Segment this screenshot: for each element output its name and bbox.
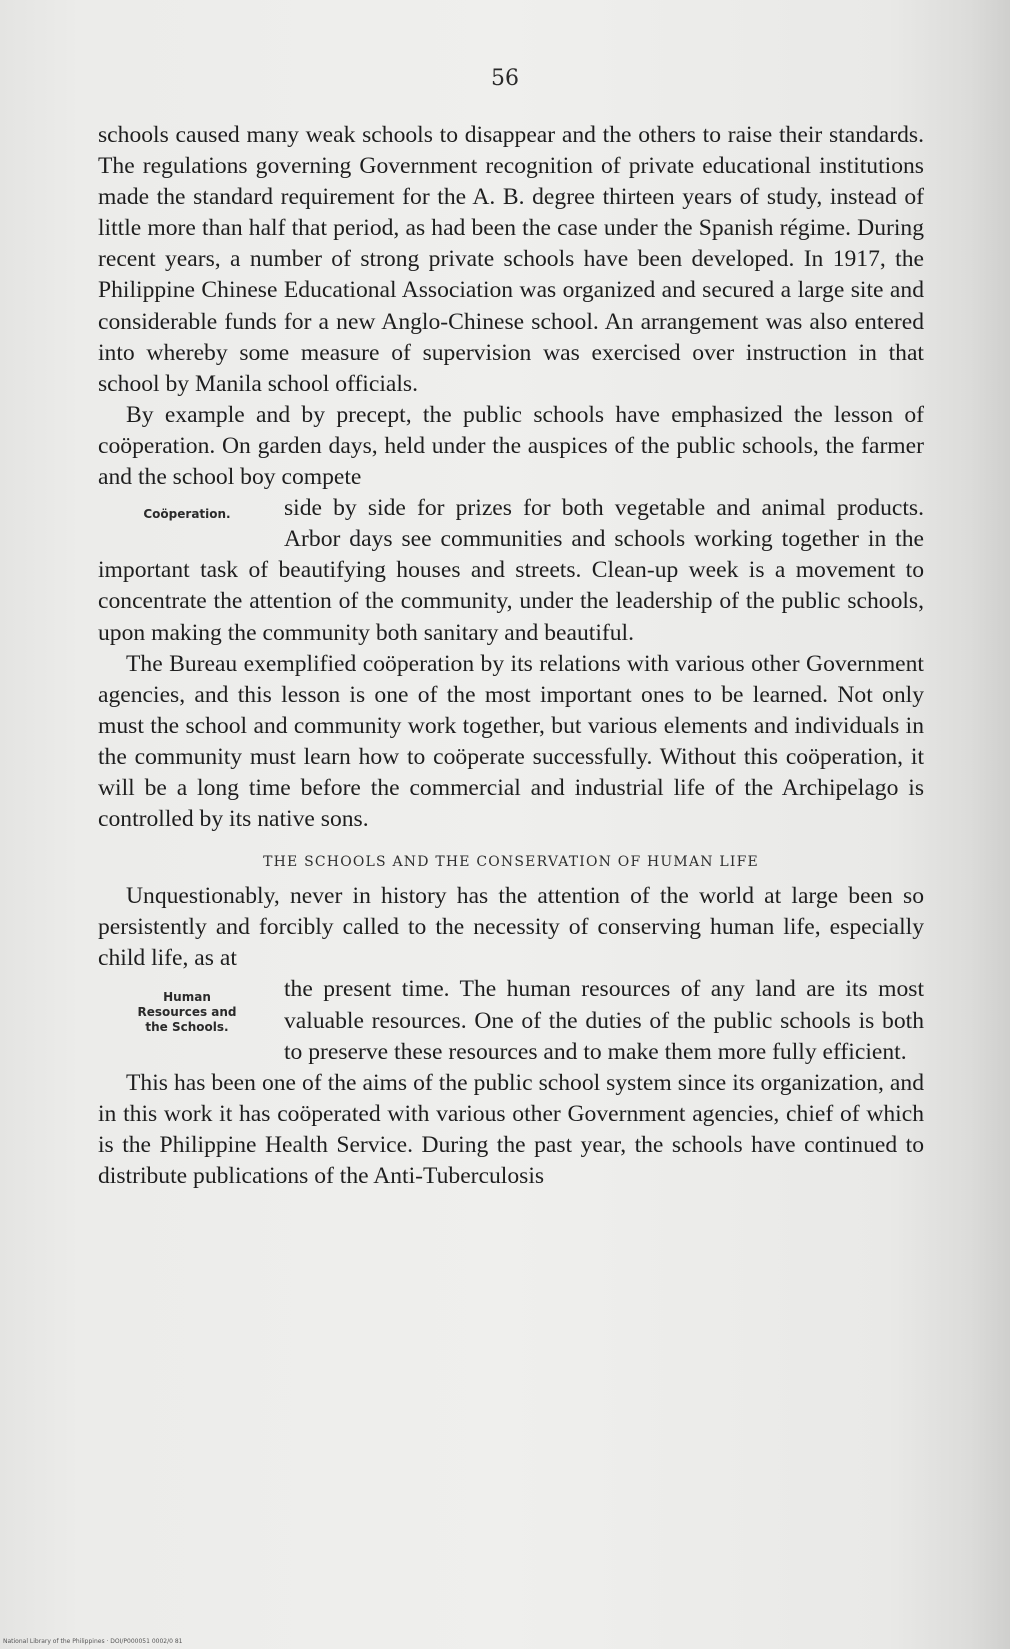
paragraph-cooperation-continuation: side by side for prizes for both vegetable and animal products. Arbor days see communities and schools working together in the important task of beautifying houses and streets. Clean-up week is a movement to concentrate the attention of the community, under the leadership of the public schools, upon making the community both sanitary and beautiful. (98, 495, 924, 646)
paragraph-human-life-continuation: the present time. The human resources of any land are its most valuable resources. One of the duties of the public schools is both to preserve these resources and to make them more fully efficient. (284, 976, 924, 1065)
body-text (98, 120, 924, 1192)
margin-note-cooperation: Coöperation. (143, 507, 231, 522)
margin-note-line-3: the Schools. (145, 1020, 229, 1035)
section-heading: THE SCHOOLS AND THE CONSERVATION OF HUMAN LIFE (263, 854, 759, 871)
paragraph-human-life-lead: Unquestionably, never in history has the attention of the world at large been so persistently and forcibly called to the necessity of conserving human life, especially child life, as at (98, 883, 924, 972)
paragraph-health-service: This has been one of the aims of the public school system since its organization, and in this work it has coöperated with various other Government agencies, chief of which is the Philippine Health Service. During the past year, the schools have continued to distribute publications of the Anti-Tuberculosis (98, 1069, 924, 1189)
cooperation-lead-text: By example and by precept, the public schools have emphasized the lesson of coöperation. On garden days, held under the auspices of the public schools, the farmer and the school boy compete (98, 401, 924, 491)
human-life-block (98, 974, 924, 1067)
margin-note-human-resources (98, 974, 276, 1067)
paragraph-bureau: The Bureau exemplified coöperation by its relations with various other Government agencies, and this lesson is one of the most important ones to be learned. Not only must the school and community work together, but various elements and individuals in the community must learn how to coöperate successfully. Without this coöperation, it will be a long time before the commercial and industrial life of the Archipelago is controlled by its native sons. (98, 650, 924, 833)
paragraph-private-schools: schools caused many weak schools to disappear and the others to raise their standards. The regulations governing Government recognition of private educational institutions made the standard requirement for the A. B. degree thirteen years of study, instead of little more than half that period, as had been the case under the Spanish régime. During recent years, a number of strong private schools have been developed. In 1917, the Philippine Chinese Educational Association was organized and secured a large site and considerable funds for a new Anglo-Chinese school. An arrangement was also entered into whereby some measure of supervision was exercised over instruction in that school by Manila school officials. (98, 122, 924, 397)
cooperation-block (98, 493, 924, 648)
margin-note-line-2: Resources and (137, 1005, 237, 1020)
paragraph-cooperation-lead (98, 400, 924, 493)
page-number: 56 (491, 66, 519, 91)
footer-credit: National Library of the Philippines · DOI/P000051 0002/0 81 (3, 1638, 183, 1645)
margin-note-line-1: Human (163, 990, 211, 1005)
